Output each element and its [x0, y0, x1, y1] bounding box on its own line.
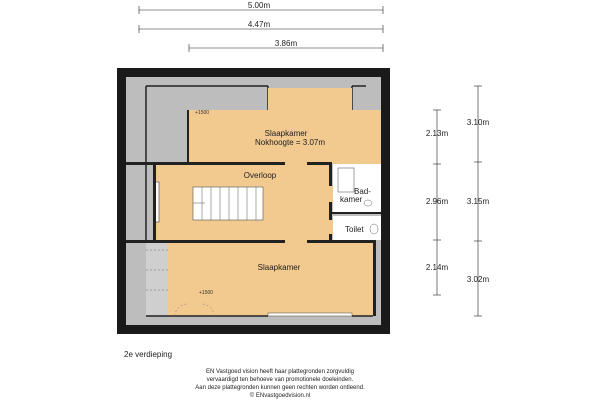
dormer-floor — [268, 88, 352, 110]
staircase — [193, 187, 263, 220]
disclaimer-line-3: Aan deze plattegronden kunnen geen rechten worden ontleend. — [195, 385, 365, 391]
door-bedroom-bottom — [285, 239, 307, 244]
disclaimer — [100, 368, 460, 400]
door-bedroom-top — [285, 161, 307, 166]
height-mark-bottom: +1500 — [199, 290, 214, 296]
sink — [364, 200, 372, 206]
landing-label: Overloop — [243, 171, 277, 180]
dim-right-outer-3: 3.02m — [466, 275, 490, 284]
dim-right-inner-1: 2.13m — [425, 129, 449, 138]
disclaimer-line-1: EN Vastgoed vision heeft haar plattegronden zorgvuldig — [206, 369, 354, 375]
disclaimer-line-4: © ENvastgoedvision.nl — [249, 393, 311, 399]
bedroom-bottom-floor — [155, 242, 373, 316]
bedroom-top-label: Slaapkamer — [264, 129, 308, 138]
floor-label: 2e verdieping — [124, 350, 173, 359]
bathroom-label-1: Bad- — [354, 187, 371, 196]
dim-right-inner-2: 2.96m — [425, 197, 449, 206]
dim-right-outer-1: 3.10m — [466, 118, 490, 127]
toilet-label: Toilet — [345, 225, 364, 234]
dim-inner-width: 3.86m — [274, 39, 298, 48]
bedroom-top-height: Nokhoogte = 3.07m — [254, 138, 326, 147]
dim-total-width: 5.00m — [247, 1, 271, 10]
door-toilet — [328, 220, 333, 234]
dim-middle-width: 4.47m — [247, 20, 271, 29]
dim-right-outer-2: 3.15m — [466, 197, 490, 206]
shower — [338, 168, 354, 192]
bedroom-bottom-slope-left — [146, 242, 168, 316]
toilet-bowl — [370, 224, 378, 234]
door-bathroom — [328, 186, 333, 202]
bathroom-label-2: kamer — [340, 195, 363, 204]
dim-right-inner-3: 2.14m — [425, 263, 449, 272]
dormer-window-bottom — [268, 313, 352, 316]
height-mark-top: +1500 — [195, 110, 210, 116]
disclaimer-line-2: vervaardigd ten behoeve van promotionele doeleinden. — [206, 377, 354, 383]
top-dimension-lines — [139, 6, 383, 52]
bedroom-bottom-label: Slaapkamer — [257, 263, 301, 272]
